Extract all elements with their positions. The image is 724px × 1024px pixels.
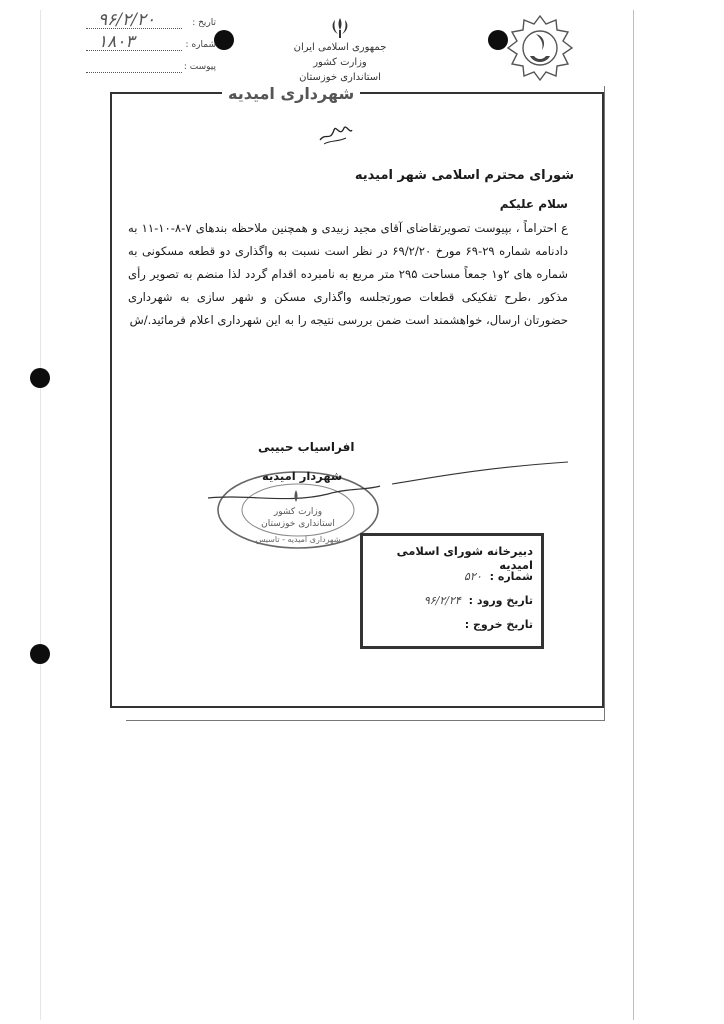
meta-date-label: تاریخ : xyxy=(192,18,216,28)
gov-line-1: جمهوری اسلامی ایران xyxy=(293,42,387,53)
meta-attachment-label: پیوست : xyxy=(183,62,216,72)
meta-attachment xyxy=(86,58,216,80)
stamp-number-value: ۵۲۰ xyxy=(464,570,482,583)
signature-flourish xyxy=(390,458,570,488)
handwritten-initial-signature xyxy=(316,120,356,146)
letter-meta xyxy=(86,10,216,80)
stamp-entry-date-value: ۹۶/۲/۲۴ xyxy=(423,594,461,607)
seal-line-3: شهرداری امیدیه - تاسیس xyxy=(255,535,341,544)
stamp-entry-date-label: تاریخ ورود : xyxy=(468,594,533,607)
letter-body xyxy=(128,168,574,332)
meta-number xyxy=(86,32,216,58)
punch-hole xyxy=(214,30,234,50)
stamp-number xyxy=(464,570,533,583)
letter-greeting: سلام علیکم xyxy=(499,197,568,211)
municipality-logo-icon xyxy=(500,12,580,86)
municipality-title-text: شهرداری امیدیه xyxy=(228,84,355,103)
iran-emblem-icon xyxy=(327,16,353,40)
municipality-title xyxy=(222,84,360,104)
seal-line-1: وزارت کشور xyxy=(273,507,323,517)
punch-hole xyxy=(30,644,50,664)
signatory-name: افراسیاب حبیبی xyxy=(258,440,355,454)
stamp-number-label: شماره : xyxy=(489,570,533,583)
council-secretariat-stamp xyxy=(360,533,544,649)
meta-date-value: ۹۶/۲/۲۰ xyxy=(98,10,156,30)
gov-line-3: استانداری خوزستان xyxy=(299,72,381,83)
stamp-exit-date xyxy=(461,618,533,631)
seal-line-2: استانداری خوزستان xyxy=(261,519,335,529)
letter-paragraph: ع احتراماً ، بپیوست تصویرتقاضای آقای مجید زبیدی و همچنین ملاحظه بندهای ۷-۸-۱۰-۱۱ به دادنامه شماره ۲۹-۶۹ مورخ ۶۹/۲/۲۰ در نظر است نسبت به واگذاری دو قطعه مسکونی به شماره های ۲و۱ جمعاً مساحت ۲۹۵ متر مربع به نامبرده اقدام گردد لذا منضم به تصویر رأی مذکور ،طرح تفکیکی قطعات صورتجلسه واگذاری مسکن و شهر سازی به شهرداری حضورتان ارسال، خواهشمند است ضمن بررسی نتیجه را به این شهرداری اعلام فرمائید./ش xyxy=(128,221,569,327)
letter-recipient: شورای محترم اسلامی شهر امیدیه xyxy=(354,168,574,183)
stamp-exit-date-label: تاریخ خروج : xyxy=(464,618,533,631)
government-header xyxy=(280,16,400,85)
punch-hole xyxy=(30,368,50,388)
meta-number-value: ۱۸۰۳ xyxy=(98,32,135,52)
gov-line-2: وزارت کشور xyxy=(313,57,367,68)
stamp-title: دبیرخانه شورای اسلامی امیدیه xyxy=(396,544,533,572)
meta-number-label: شماره : xyxy=(185,40,216,50)
signatory-title: شهردار امیدیه xyxy=(262,469,343,483)
stamp-entry-date xyxy=(424,594,533,607)
